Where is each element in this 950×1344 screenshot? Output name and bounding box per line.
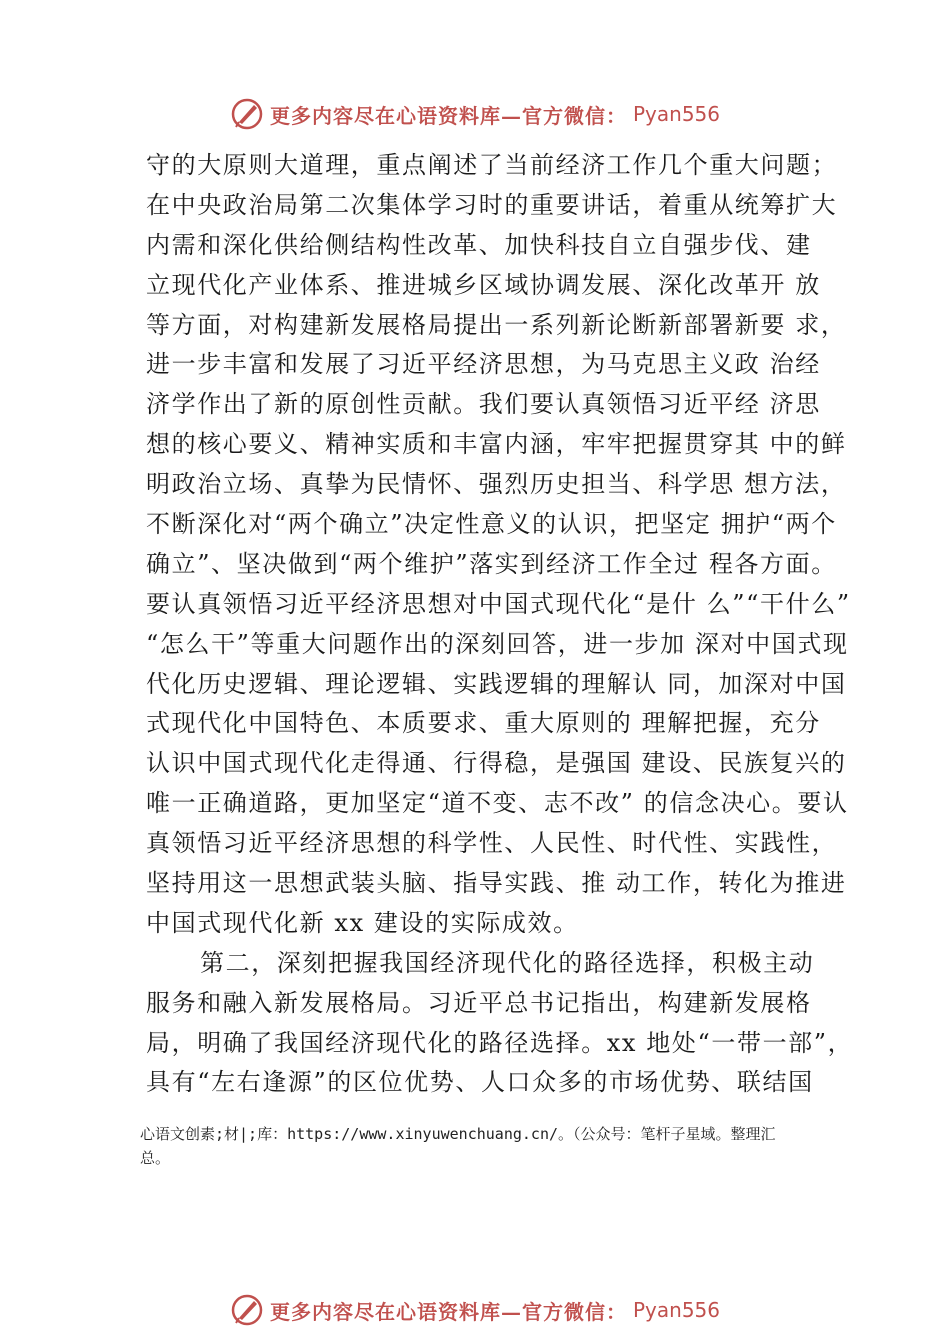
body-line: 想的核心要义、精神实质和丰富内涵，牢牢把握贯穿其 中的鲜 <box>146 430 847 459</box>
source-note-line-2: 总。 <box>140 1149 171 1167</box>
body-line: “怎么干”等重大问题作出的深刻回答，进一步加 深对中国式现 <box>146 629 849 658</box>
body-line: 在中央政治局第二次集体学习时的重要讲话，着重从统筹扩大 <box>146 190 838 219</box>
document-body <box>146 146 854 1103</box>
source-note-line-1: 心语文创素;材|;库：https://www.xinyuwenchuang.cn/。（公众号：笔杆子星域。整理汇 <box>140 1125 776 1143</box>
body-line: 式现代化中国特色、本质要求、重大原则的 理解把握，充分 <box>146 709 821 738</box>
body-line: 要认真领悟习近平经济思想对中国式现代化“是什 么”“干什么” <box>146 589 851 618</box>
body-line: 唯一正确道路，更加坚定“道不变、志不改” 的信念决心。要认 <box>146 789 849 818</box>
body-line: 不断深化对“两个确立”决定性意义的认识，把坚定 拥护“两个 <box>146 510 837 539</box>
quill-pen-icon <box>230 1293 264 1327</box>
body-line: 进一步丰富和发展了习近平经济思想，为马克思主义政 治经 <box>146 350 821 379</box>
banner-wechat-id: Pyan556 <box>632 1298 720 1322</box>
header-banner <box>0 92 950 136</box>
body-line: 确立”、坚决做到“两个维护”落实到经济工作全过 程各方面。 <box>146 549 837 578</box>
body-line: 等方面，对构建新发展格局提出一系列新论断新部署新要 求， <box>146 310 847 339</box>
body-line: 局，明确了我国经济现代化的路径选择。xx 地处“一带一部”， <box>146 1028 854 1057</box>
body-line: 守的大原则大道理，重点阐述了当前经济工作几个重大问题； <box>146 151 838 179</box>
body-line: 具有“左右逢源”的区位优势、人口众多的市场优势、联结国 <box>146 1068 814 1097</box>
banner-text: 更多内容尽在心语资料库—官方微信： <box>269 103 627 128</box>
banner-wechat-id: Pyan556 <box>632 102 720 126</box>
body-line: 认识中国式现代化走得通、行得稳，是强国 建设、民族复兴的 <box>146 749 847 778</box>
body-line: 明政治立场、真挚为民情怀、强烈历史担当、科学思 想方法， <box>146 470 847 499</box>
paragraph-start-line: 第二，深刻把握我国经济现代化的路径选择，积极主动 <box>200 948 815 977</box>
body-line: 真领悟习近平经济思想的科学性、人民性、时代性、实践性， <box>146 829 838 858</box>
body-line: 济学作出了新的原创性贡献。我们要认真领悟习近平经 济思 <box>146 390 821 419</box>
footer-banner <box>0 1288 950 1332</box>
body-line: 代化历史逻辑、理论逻辑、实践逻辑的理解认 同，加深对中国 <box>146 669 847 698</box>
body-line: 立现代化产业体系、推进城乡区域协调发展、深化改革开 放 <box>146 270 821 299</box>
body-line: 服务和融入新发展格局。习近平总书记指出，构建新发展格 <box>146 988 812 1017</box>
body-line: 内需和深化供给侧结构性改革、加快科技自立自强步伐、建 <box>146 230 812 259</box>
banner-text: 更多内容尽在心语资料库—官方微信： <box>269 1299 627 1324</box>
body-line: 中国式现代化新 xx 建设的实际成效。 <box>146 908 579 937</box>
source-note <box>140 1122 840 1170</box>
quill-pen-icon <box>230 97 264 131</box>
body-line: 坚持用这一思想武装头脑、指导实践、推 动工作，转化为推进 <box>146 869 847 898</box>
